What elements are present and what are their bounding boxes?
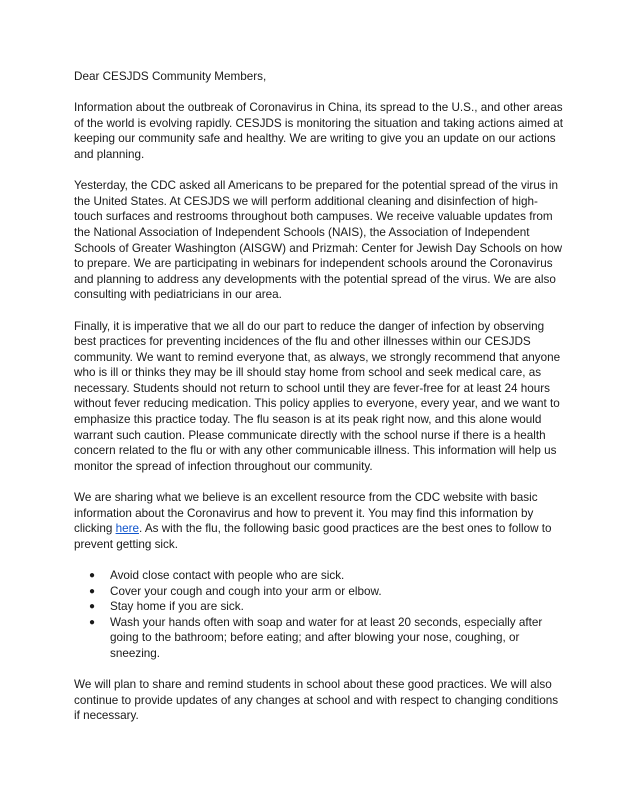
bullet-icon: ●: [89, 570, 96, 581]
list-item-text: Stay home if you are sick.: [110, 600, 244, 614]
cdc-resource-link[interactable]: here: [115, 522, 139, 536]
paragraph-closing: We will plan to share and remind students in school about these good practices. We will also continue to provide updates of any changes at school and with respect to changing conditions if necessary.: [74, 678, 559, 723]
bullet-icon: ●: [89, 585, 96, 597]
paragraph-intro: Information about the outbreak of Coronavirus in China, its spread to the U.S., and other areas of the world is evolving rapidly. CESJDS is monitoring the situation and taking actions aimed at keeping our community safe and healthy. We are writing to give you an update on our actions and planning.: [74, 101, 563, 161]
list-item-text: Cover your cough and cough into your arm or elbow.: [110, 584, 382, 598]
paragraph-cdc-preparation: Yesterday, the CDC asked all Americans to be prepared for the potential spread of the virus in the United States. At CESJDS we will perform additional cleaning and disinfection of high-touch surfaces and restrooms throughout both campuses. We receive valuable updates from the National Association of Independent Schools (NAIS), the Association of Independent Schools of Greater Washington (AISGW) and Prizmah: Center for Jewish Day Schools on how to prepare. We are participating in webinars for independent schools around the Coronavirus and planning to address any developments with the potential spread of the virus. We are also consulting with pediatricians in our area.: [74, 179, 563, 302]
paragraph-cdc-resource: [74, 490, 566, 552]
list-item-text: Wash your hands often with soap and water for at least 20 seconds, especially after going to the bathroom; before eating; and after blowing your nose, coughing, or sneezing.: [110, 615, 543, 660]
salutation: Dear CESJDS Community Members,: [74, 70, 267, 83]
bullet-icon: ●: [89, 616, 96, 628]
list-item: [74, 599, 566, 615]
list-item-text: Avoid close contact with people who are sick.: [110, 569, 345, 582]
practices-list: [74, 568, 566, 662]
list-item: [74, 568, 566, 584]
letter-body: [74, 69, 566, 740]
resource-text-after-link: . As with the flu, the following basic good practices are the best ones to follow to prevent getting sick.: [74, 522, 552, 551]
resource-text-before-link: We are sharing what we believe is an excellent resource from the CDC website with basic information about the Coronavirus and how to prevent it. You may find this information by clicking: [74, 491, 538, 536]
paragraph-best-practices: Finally, it is imperative that we all do our part to reduce the danger of infection by observing best practices for preventing incidences of the flu and other illnesses within our CESJDS community. We want to remind everyone that, as always, we strongly recommend that anyone who is ill or thinks they may be ill should stay home from school and seek medical care, as necessary. Students should not return to school until they are fever-free for at least 24 hours without fever reducing medication. This policy applies to everyone, every year, and we want to emphasize this practice today. The flu season is at its peak right now, and this alone would warrant such caution. Please communicate directly with the school nurse if there is a health concern related to the flu or with any other communicable illness. This information will help us monitor the spread of infection throughout our community.: [74, 319, 561, 473]
list-item: [74, 584, 566, 600]
bullet-icon: ●: [89, 601, 96, 613]
list-item: [74, 615, 566, 662]
